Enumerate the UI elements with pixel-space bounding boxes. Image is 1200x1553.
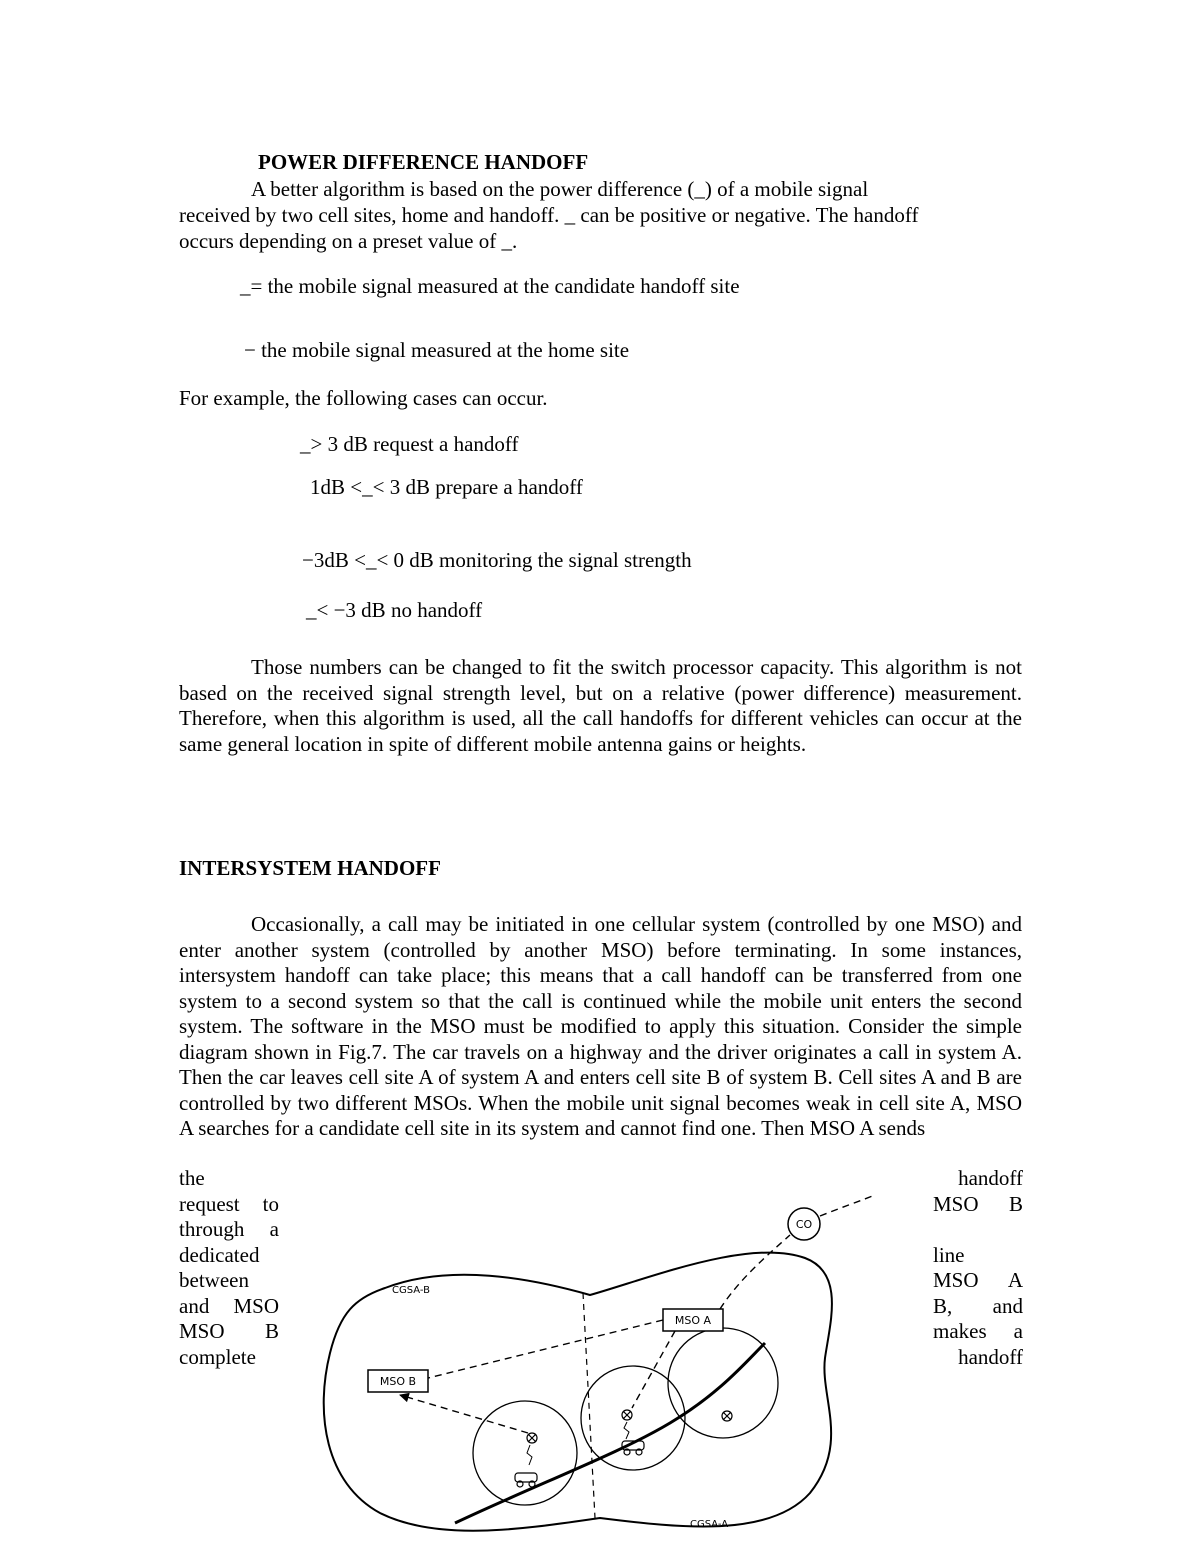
section-title-power-difference: POWER DIFFERENCE HANDOFF — [258, 150, 589, 174]
intro-line-1: A better algorithm is based on the power difference (_) of a mobile signal — [251, 177, 869, 201]
wrap-left-line: through a — [179, 1217, 279, 1241]
wrap-right-line: handoff — [958, 1166, 1023, 1190]
case-no-handoff: _< −3 dB no handoff — [306, 598, 483, 622]
link-mso-a-to-mso-b — [428, 1320, 663, 1378]
wrap-right-line: B, and — [933, 1293, 1023, 1318]
system-divider — [583, 1293, 595, 1518]
section-title-intersystem: INTERSYSTEM HANDOFF — [179, 856, 441, 880]
link-co-to-mso-a — [720, 1235, 790, 1309]
wrap-left-line: complete — [179, 1344, 256, 1369]
wrap-right-line: MSO B — [933, 1191, 1023, 1216]
cell-circle — [473, 1401, 577, 1505]
intro-line-3: occurs depending on a preset value of _. — [179, 229, 518, 253]
wrap-right-line: MSO A — [933, 1268, 1023, 1292]
case-prepare-handoff: 1dB <_< 3 dB prepare a handoff — [310, 475, 583, 499]
mso-a-label: MSO A — [674, 1314, 712, 1327]
cell-site-icon — [527, 1410, 732, 1443]
link-cell-to-mso-b — [400, 1395, 528, 1433]
case-monitoring: −3dB <_< 0 dB monitoring the signal strength — [302, 548, 692, 572]
wrap-right-line: makes a — [933, 1319, 1023, 1343]
wrap-right-line — [933, 1217, 1023, 1243]
link-mso-a-to-cell — [632, 1331, 675, 1408]
cell-circle — [581, 1366, 685, 1470]
wrap-left-line: request to — [179, 1191, 279, 1216]
wrap-left-line: between — [179, 1268, 249, 1292]
cgsa-a-label: CGSA-A — [690, 1519, 729, 1530]
intersystem-paragraph: Occasionally, a call may be initiated in one cellular system (controlled by one MSO) and enter another system (controlled by another MSO) before terminating. In some instances, intersystem handoff can take place; this means that a call handoff can be transferred from one system to a second system so that the call is continued while the mobile unit enters the second system. The software in the MSO must be modified to apply this situation. Consider the simple diagram shown in Fig.7. The car travels on a highway and the driver originates a call in system A. Then the car leaves cell site A of system A and enters cell site B of system B. Cell sites A and B are controlled by two different MSOs. When the mobile unit signal becomes weak in cell site A, MSO A searches for a candidate cell site in its system and cannot find one. Then MSO A sends — [179, 912, 1022, 1140]
wrap-left-line: the — [179, 1166, 205, 1190]
wrap-left-line: and MSO — [179, 1293, 279, 1318]
definition-home-site: − the mobile signal measured at the home site — [244, 338, 630, 362]
definition-candidate-site: _= the mobile signal measured at the candidate handoff site — [240, 274, 740, 298]
cgsa-b-label: CGSA-B — [392, 1285, 430, 1296]
wrap-right-line: handoff — [958, 1344, 1023, 1369]
power-difference-paragraph: Those numbers can be changed to fit the switch processor capacity. This algorithm is not based on the received signal strength level, but on a relative (power difference) measurement. Therefore, when this algorithm is used, all the call handoffs for different vehicles can occur at the same general location in spite of different mobile antenna gains or heights. — [179, 655, 1022, 756]
intersystem-handoff-diagram — [300, 1183, 910, 1553]
intro-line-2: received by two cell sites, home and handoff. _ can be positive or negative. The handoff — [179, 203, 919, 227]
case-request-handoff: _> 3 dB request a handoff — [300, 432, 519, 456]
wrap-right-line: line — [933, 1242, 965, 1267]
wrap-text-right — [933, 1166, 1023, 1370]
highway — [455, 1343, 765, 1523]
wrap-text-left — [179, 1166, 279, 1370]
wrap-left-line: MSO B — [179, 1319, 279, 1343]
mso-b-label: MSO B — [379, 1375, 417, 1388]
example-intro: For example, the following cases can occur. — [179, 386, 548, 410]
co-label: CO — [795, 1218, 813, 1231]
link-co-outside — [820, 1195, 875, 1216]
wrap-left-line: dedicated — [179, 1242, 260, 1267]
